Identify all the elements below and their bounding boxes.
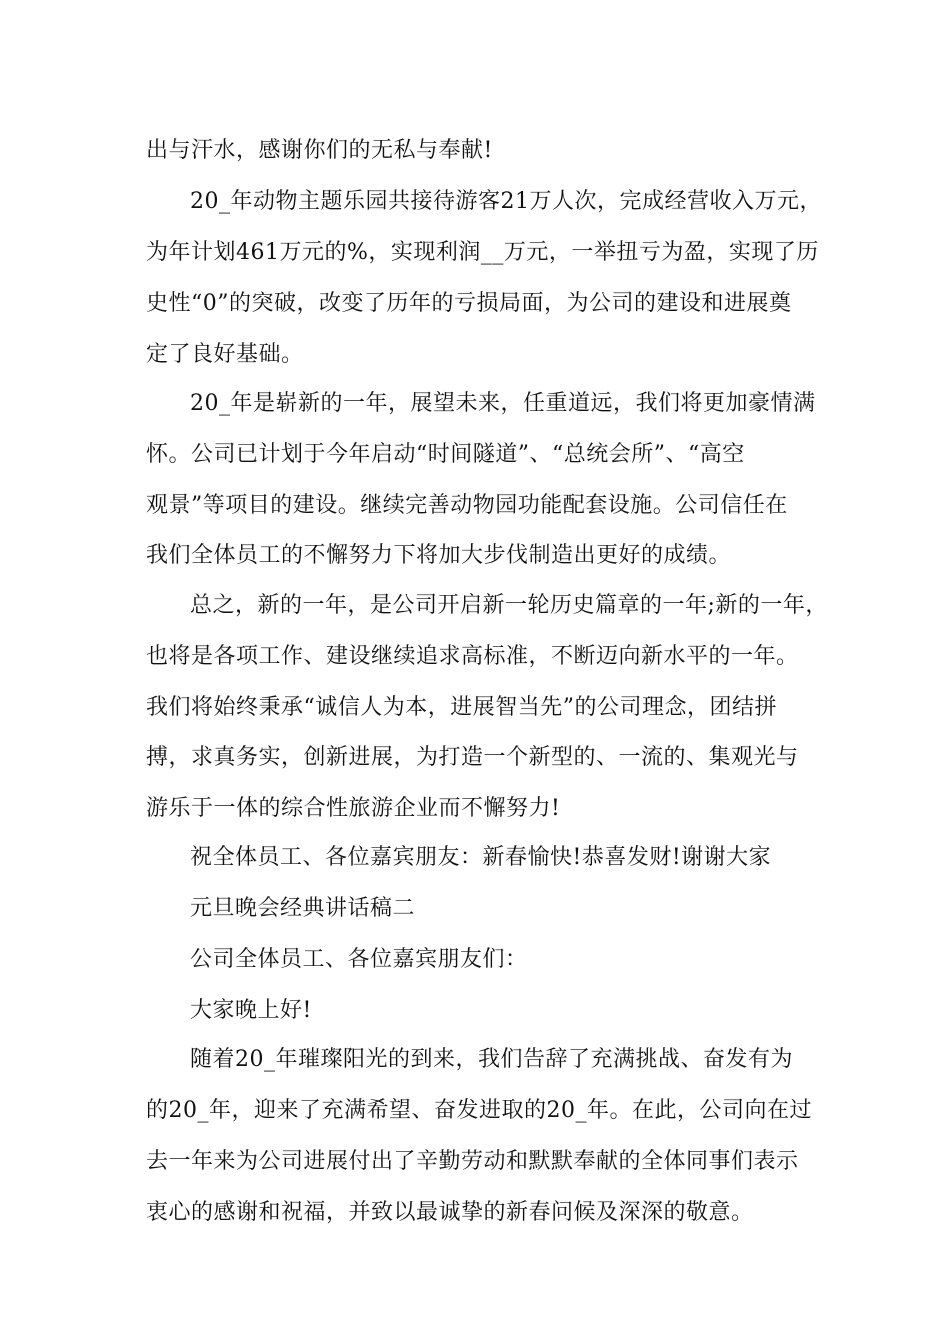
text-line: 定了良好基础。 <box>146 342 304 367</box>
text-line: 20_年动物主题乐园共接待游客21万人次，完成经营收入万元， <box>190 189 822 214</box>
text-line: 20_年是崭新的一年，展望未来，任重道远，我们将更加豪情满 <box>190 391 816 416</box>
text-line: 观景”等项目的建设。继续完善动物园功能配套设施。公司信任在 <box>146 493 788 518</box>
text-line: 我们全体员工的不懈努力下将加大步伐制造出更好的成绩。 <box>146 543 732 568</box>
text-line: 的20_年，迎来了充满希望、奋发进取的20_年。在此，公司向在过 <box>146 1098 812 1123</box>
text-line: 祝全体员工、各位嘉宾朋友：新春愉快!恭喜发财!谢谢大家 <box>190 845 772 870</box>
text-line: 衷心的感谢和祝福，并致以最诚挚的新春问候及深深的敬意。 <box>146 1200 754 1225</box>
text-line: 也将是各项工作、建设继续追求高标准，不断迈向新水平的一年。 <box>146 644 799 669</box>
text-line: 出与汗水，感谢你们的无私与奉献! <box>146 138 493 163</box>
salutation-line: 公司全体员工、各位嘉宾朋友们： <box>190 947 528 972</box>
text-line: 去一年来为公司进展付出了辛勤劳动和默默奉献的全体同事们表示 <box>146 1149 799 1174</box>
text-line: 搏，求真务实，创新进展，为打造一个新型的、一流的、集观光与 <box>146 745 799 770</box>
text-line: 我们将始终秉承“诚信人为本，进展智当先”的公司理念，团结拼 <box>146 695 777 720</box>
text-line: 总之，新的一年，是公司开启新一轮历史篇章的一年;新的一年， <box>190 593 828 618</box>
text-line: 游乐于一体的综合性旅游企业而不懈努力! <box>146 796 561 821</box>
text-line: 怀。公司已计划于今年启动“时间隧道”、“总统会所”、“高空 <box>146 442 745 467</box>
greeting-line: 大家晚上好! <box>190 998 312 1023</box>
text-line: 史性“0”的突破，改变了历年的亏损局面，为公司的建设和进展奠 <box>146 291 792 316</box>
text-line: 随着20_年璀璨阳光的到来，我们告辞了充满挑战、奋发有为 <box>190 1047 793 1072</box>
text-line: 为年计划461万元的%，实现利润__万元，一举扭亏为盈，实现了历 <box>146 240 819 265</box>
section-heading: 元旦晚会经典讲话稿二 <box>190 896 416 921</box>
